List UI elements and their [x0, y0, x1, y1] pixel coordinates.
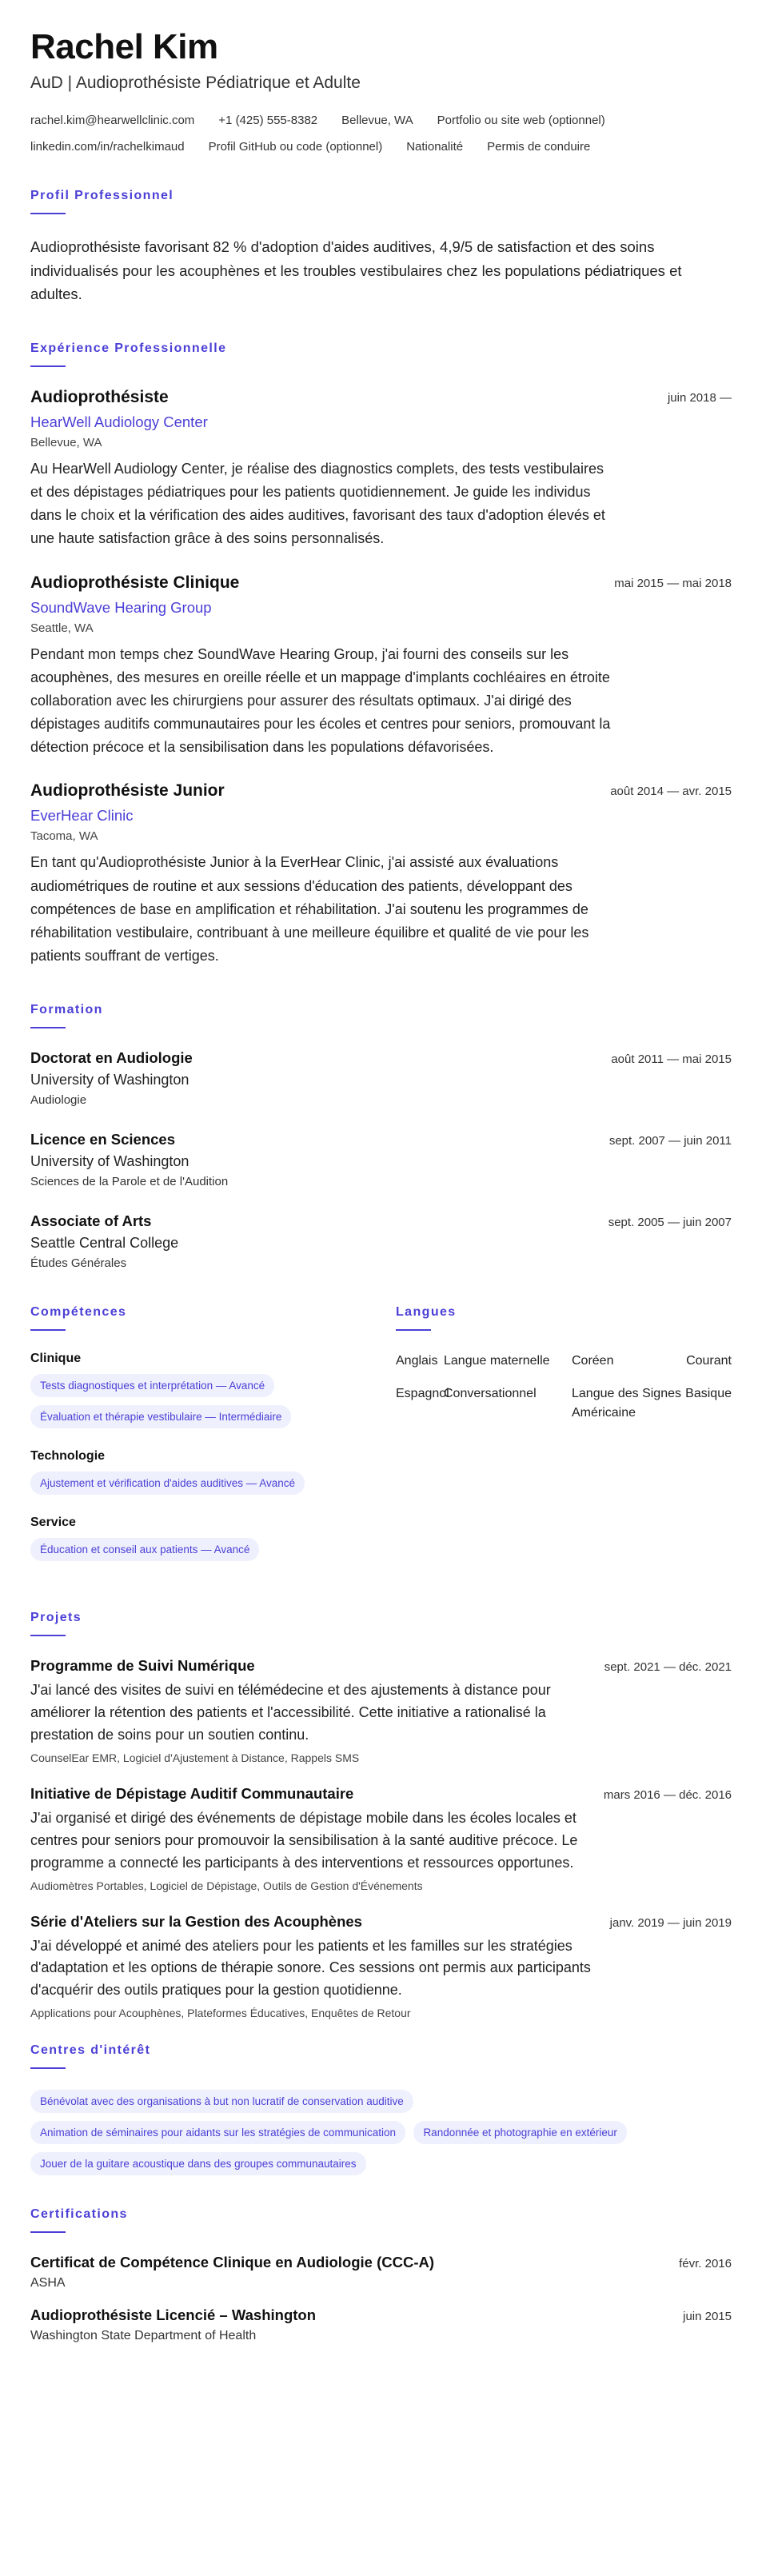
project-title: Programme de Suivi Numérique [30, 1657, 255, 1675]
profile-section [30, 189, 732, 306]
section-title-profile: Profil Professionnel [30, 189, 174, 203]
company-name: SoundWave Hearing Group [30, 598, 212, 616]
project-technologies: Audiomètres Portables, Logiciel de Dépistage, Outils de Gestion d'Événements [30, 1879, 423, 1892]
certification-entry [30, 2306, 732, 2343]
job-title: Audioprothésiste Clinique [30, 573, 240, 592]
education-entry [30, 1049, 732, 1107]
section-divider [396, 1329, 431, 1331]
section-title-interests: Centres d'intérêt [30, 2043, 151, 2058]
language-level: Courant [686, 1354, 732, 1368]
project-date: janv. 2019 — juin 2019 [609, 1915, 732, 1930]
school-name: University of Washington [30, 1072, 190, 1088]
languages-section [396, 1294, 732, 1582]
project-entry [30, 1913, 732, 2020]
job-date: mai 2015 — mai 2018 [614, 576, 732, 590]
language-name: Langue des Signes Américaine [572, 1387, 681, 1420]
language-name: Coréen [572, 1354, 614, 1368]
job-date: juin 2018 — [667, 390, 732, 405]
project-title: Série d'Ateliers sur la Gestion des Acouphènes [30, 1912, 362, 1930]
education-date: sept. 2007 — juin 2011 [608, 1134, 732, 1148]
project-technologies: CounselEar EMR, Logiciel d'Ajustement à Distance, Rappels SMS [30, 1751, 360, 1764]
job-title: Audioprothésiste [30, 387, 169, 406]
contact-email[interactable]: rachel.kim@hearwellclinic.com [30, 114, 195, 128]
project-date: mars 2016 — déc. 2016 [603, 1787, 732, 1802]
job-location: Bellevue, WA [30, 435, 102, 449]
skill-pill: Tests diagnostiques et interprétation — Avancé [30, 1374, 274, 1397]
project-technologies: Applications pour Acouphènes, Plateformes Éducatives, Enquêtes de Retour [30, 2007, 411, 2020]
degree-title: Associate of Arts [30, 1212, 152, 1230]
experience-entry [30, 781, 732, 968]
language-row [396, 1384, 732, 1421]
certification-date: févr. 2016 [679, 2257, 732, 2271]
study-field: Audiologie [30, 1093, 87, 1108]
degree-title: Licence en Sciences [30, 1131, 175, 1148]
education-entry [30, 1131, 732, 1188]
skill-group [30, 1352, 374, 1436]
section-title-certifications: Certifications [30, 2207, 128, 2222]
skill-pill: Éducation et conseil aux patients — Avancé [30, 1538, 259, 1561]
section-divider [30, 2067, 66, 2069]
language-name: Anglais [396, 1354, 438, 1368]
interests-section [30, 2043, 732, 2183]
education-entry [30, 1212, 732, 1270]
certification-issuer: Washington State Department of Health [30, 2329, 257, 2343]
education-section [30, 1003, 732, 1270]
language-row [396, 1352, 732, 1370]
section-divider [30, 1635, 66, 1636]
contact-linkedin[interactable]: linkedin.com/in/rachelkimaud [30, 140, 185, 154]
skill-pill: Ajustement et vérification d'aides auditives — Avancé [30, 1472, 305, 1495]
certifications-section [30, 2207, 732, 2343]
section-title-experience: Expérience Professionnelle [30, 341, 227, 355]
candidate-headline: AuD | Audioprothésiste Pédiatrique et Adulte [30, 74, 361, 93]
education-date: sept. 2005 — juin 2007 [608, 1216, 732, 1230]
experience-section [30, 341, 732, 968]
job-location: Tacoma, WA [30, 829, 98, 844]
education-date: août 2011 — mai 2015 [611, 1052, 732, 1067]
interest-pill: Bénévolat avec des organisations à but non lucratif de conservation auditive [30, 2090, 413, 2113]
language-level: Basique [685, 1387, 732, 1401]
experience-entry [30, 388, 732, 551]
project-description: J'ai développé et animé des ateliers pour les patients et les familles sur les stratégies d'adaptation et les options de thérapie sonore. Ces sessions ont permis aux participants d'acquérir des outils pratiques pour la gestion quotidienne. [30, 1937, 591, 1999]
interest-pill: Randonnée et photographie en extérieur [413, 2121, 626, 2144]
job-description: Pendant mon temps chez SoundWave Hearing Group, j'ai fourni des conseils sur les acouphènes, des mesures en oreille réelle et un mappage d'implants cochléaires en étroite collaboration avec les chirurgiens pour assurer des résultats optimaux. J'ai dirigé des dépistages auditifs communautaires pour les écoles et centres pour seniors, promouvant la détection précoce et la sensibilisation dans les populations défavorisées. [30, 645, 611, 756]
project-description: J'ai organisé et dirigé des événements de dépistage mobile dans les écoles locales et centres pour seniors pour promouvoir la sensibilisation à la santé auditive précoce. Le programme a connecté les participants à des interventions et ressources opportunes. [30, 1809, 578, 1871]
interest-pill: Jouer de la guitare acoustique dans des groupes communautaires [30, 2152, 366, 2175]
company-name: EverHear Clinic [30, 807, 134, 825]
language-level: Conversationnel [444, 1387, 537, 1401]
certification-title: Audioprothésiste Licencié – Washington [30, 2306, 317, 2324]
job-description: En tant qu'Audioprothésiste Junior à la EverHear Clinic, j'ai assisté aux évaluations audiométriques de routine et aux sessions d'éducation des patients, développant des compétences de base en amplification et réhabilitation. J'ai soutenu les programmes de réhabilitation vestibulaire, contribuant à une meilleure équilibre et qualité de vie pour les patients souffrant de vertiges. [30, 854, 589, 964]
interest-pill: Animation de séminaires pour aidants sur les stratégies de communication [30, 2121, 405, 2144]
company-name: HearWell Audiology Center [30, 413, 208, 430]
contact-phone[interactable]: +1 (425) 555-8382 [218, 114, 318, 128]
projects-section [30, 1611, 732, 2019]
contact-github[interactable]: Profil GitHub ou code (optionnel) [208, 140, 383, 154]
certification-entry [30, 2254, 732, 2290]
section-divider [30, 365, 66, 367]
job-description: Au HearWell Audiology Center, je réalise des diagnostics complets, des tests vestibulaires et des dépistages pédiatriques pour les patients quotidiennement. Je guide les individus dans le choix et la vérification des aides auditives, favorisant des taux d'adoption élevés et une haute satisfaction grâce à des soins personnalisés. [30, 460, 605, 547]
contact-nationality: Nationalité [406, 140, 464, 154]
language-name: Espagnol [396, 1387, 449, 1401]
job-location: Seattle, WA [30, 621, 94, 635]
job-title: Audioprothésiste Junior [30, 781, 225, 801]
skill-group [30, 1516, 374, 1569]
job-date: août 2014 — avr. 2015 [610, 785, 732, 799]
section-title-languages: Langues [396, 1305, 457, 1320]
skills-languages-row [30, 1294, 732, 1582]
section-divider [30, 213, 66, 214]
section-divider [30, 2231, 66, 2233]
certification-issuer: ASHA [30, 2276, 66, 2290]
project-entry [30, 1657, 732, 1764]
skills-section [30, 1294, 374, 1582]
interests-list [30, 2090, 732, 2183]
section-divider [30, 1027, 66, 1028]
section-title-education: Formation [30, 1003, 103, 1017]
experience-entry [30, 573, 732, 760]
study-field: Études Générales [30, 1256, 127, 1271]
profile-summary: Audioprothésiste favorisant 82 % d'adoption d'aides auditives, 4,9/5 de satisfaction et des soins individualisés pour les acouphènes et les troubles vestibulaires chez les populations pédiatriques et adultes. [30, 238, 682, 303]
certification-date: juin 2015 [683, 2310, 732, 2324]
school-name: Seattle Central College [30, 1235, 179, 1252]
skill-group [30, 1449, 374, 1503]
project-description: J'ai lancé des visites de suivi en télémédecine et des ajustements à distance pour améliorer la rétention des patients et l'accessibilité. Cette initiative a rationalisé la prestation de soins pour un soutien continu. [30, 1682, 551, 1743]
skill-category: Clinique [30, 1352, 82, 1366]
section-title-skills: Compétences [30, 1305, 127, 1320]
contact-license: Permis de conduire [487, 140, 591, 154]
candidate-name: Rachel Kim [30, 27, 218, 66]
language-level: Langue maternelle [444, 1354, 550, 1368]
degree-title: Doctorat en Audiologie [30, 1049, 193, 1067]
resume-header [30, 29, 732, 154]
school-name: University of Washington [30, 1153, 190, 1170]
certification-title: Certificat de Compétence Clinique en Audiologie (CCC-A) [30, 2254, 435, 2271]
project-title: Initiative de Dépistage Auditif Communautaire [30, 1784, 354, 1802]
section-divider [30, 1329, 66, 1331]
contact-location: Bellevue, WA [341, 114, 413, 128]
study-field: Sciences de la Parole et de l'Audition [30, 1175, 229, 1189]
skill-category: Service [30, 1516, 76, 1530]
project-entry [30, 1785, 732, 1892]
contact-portfolio[interactable]: Portfolio ou site web (optionnel) [437, 114, 605, 128]
project-date: sept. 2021 — déc. 2021 [604, 1660, 732, 1675]
skill-category: Technologie [30, 1449, 106, 1464]
contact-list [30, 114, 732, 154]
skill-pill: Évaluation et thérapie vestibulaire — Intermédiaire [30, 1405, 291, 1428]
section-title-projects: Projets [30, 1611, 82, 1625]
